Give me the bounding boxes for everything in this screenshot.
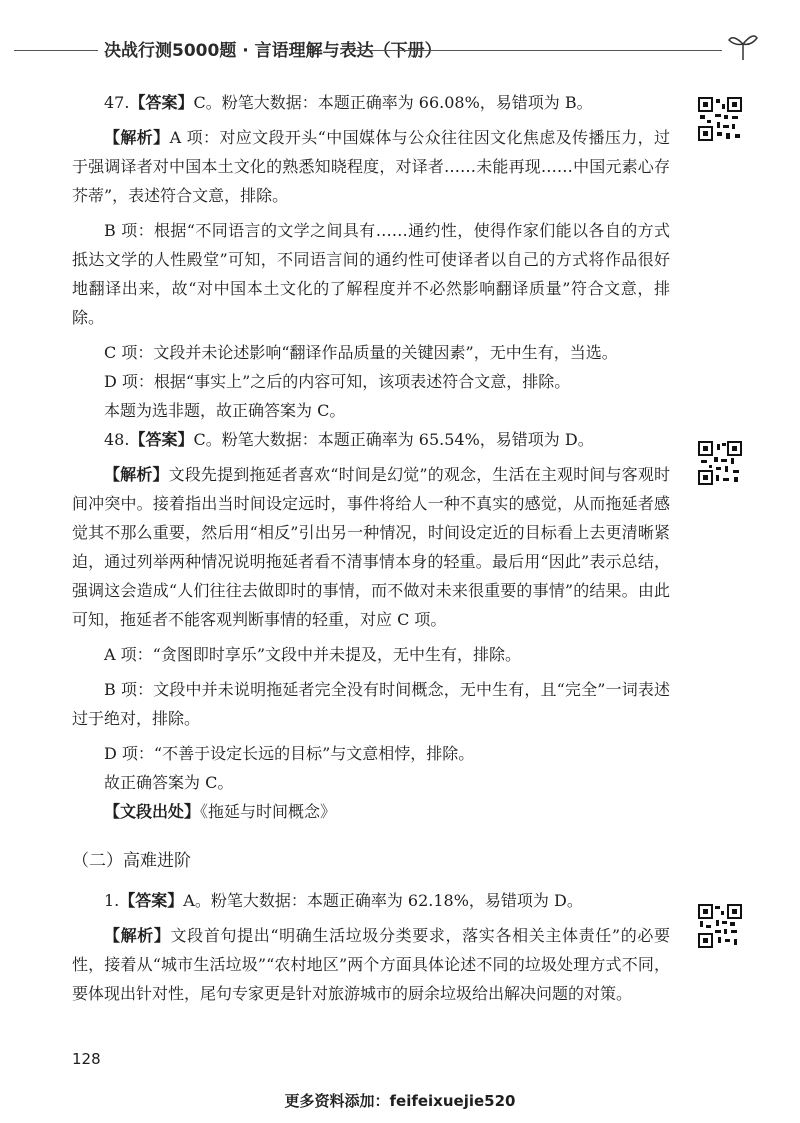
q48-source [72, 797, 670, 826]
section-title: （二）高难进阶 [72, 851, 191, 871]
q48-analysis [72, 460, 670, 634]
running-header [0, 30, 800, 66]
question-number: 1. [104, 891, 120, 910]
answer-text: C。粉笔大数据：本题正确率为 65.54%，易错项为 D。 [193, 430, 594, 449]
page-body [72, 88, 670, 1008]
header-rule-left [14, 50, 98, 51]
book-title: 决战行测5000题 · 言语理解与表达（下册） [104, 41, 442, 61]
answer-text: C。粉笔大数据：本题正确率为 66.08%，易错项为 B。 [193, 93, 593, 112]
q48-answer [72, 425, 670, 454]
qr-code-icon[interactable] [697, 96, 743, 142]
q1-answer [72, 886, 670, 915]
qr-code-icon[interactable] [697, 903, 743, 949]
q48-option-a: A 项：“贪图即时享乐”文段中并未提及，无中生有，排除。 [104, 645, 522, 664]
analysis-text: 文段先提到拖延者喜欢“时间是幻觉”的观念，生活在主观时间与客观时间冲突中。接着指出当时间设定远时，事件将给人一种不真实的感觉，从而拖延者感觉其不那么重要，然后用“相反”引出另一种情况，时间设定近的目标看上去更清晰紧迫，通过列举两种情况说明拖延者看不清事情本身的轻重。最后用“因此”表示总结，强调这会造成“人们往往去做即时的事情，而不做对未来很重要的事情”的结果。由此可知，拖延者不能客观判断事情的轻重，对应 C 项。 [72, 465, 670, 629]
q47-option-c: C 项：文段并未论述影响“翻译作品质量的关键因素”，无中生有，当选。 [104, 343, 618, 362]
question-number: 48. [104, 430, 130, 449]
answer-text: A。粉笔大数据：本题正确率为 62.18%，易错项为 D。 [183, 891, 583, 910]
q47-analysis [72, 123, 670, 210]
q47-conclusion: 本题为选非题，故正确答案为 C。 [104, 401, 346, 420]
qr-code-icon[interactable] [697, 440, 743, 486]
q47-option-b: B 项：根据“不同语言的文学之间具有……通约性，使得作家们能以各自的方式抵达文学的人性殿堂”可知，不同语言间的通约性可使译者以自己的方式将作品很好地翻译出来，故“对中国本土文化的了解程度并不必然影响翻译质量”符合文意，排除。 [72, 221, 670, 327]
analysis-text: 文段首句提出“明确生活垃圾分类要求，落实各相关主体责任”的必要性，接着从“城市生活垃圾”“农村地区”两个方面具体论述不同的垃圾处理方式不同，要体现出针对性，尾句专家更是针对旅游城市的厨余垃圾给出解决问题的对策。 [72, 926, 670, 1003]
q48-option-d: D 项：“不善于设定长远的目标”与文意相悖，排除。 [104, 744, 475, 763]
header-rule-right [356, 50, 722, 51]
question-number: 47. [104, 93, 130, 112]
q47-option-d: D 项：根据“事实上”之后的内容可知，该项表述符合文意，排除。 [104, 372, 571, 391]
q48-option-b: B 项：文段中并未说明拖延者完全没有时间概念，无中生有，且“完全”一词表述过于绝对，排除。 [72, 680, 670, 728]
footer-note: 更多资料添加：feifeixuejie520 [284, 1092, 516, 1110]
q1-analysis [72, 921, 670, 1008]
source-text: 《拖延与时间概念》 [200, 802, 337, 821]
answer-tag: 【答案】 [119, 891, 184, 910]
q47-answer [72, 88, 670, 117]
sprout-icon [725, 30, 761, 66]
q48-conclusion: 故正确答案为 C。 [104, 773, 234, 792]
analysis-tag: 【解析】 [104, 128, 170, 147]
source-tag: 【文段出处】 [104, 802, 201, 821]
analysis-tag: 【解析】 [104, 926, 171, 945]
answer-tag: 【答案】 [129, 430, 194, 449]
answer-tag: 【答案】 [129, 93, 194, 112]
analysis-tag: 【解析】 [104, 465, 169, 484]
page-number: 128 [72, 1050, 101, 1068]
analysis-text: A 项：对应文段开头“中国媒体与公众往往因文化焦虑及传播压力，过于强调译者对中国本土文化的熟悉知晓程度，对译者……未能再现……中国元素心存芥蒂”，表述符合文意，排除。 [72, 128, 670, 205]
